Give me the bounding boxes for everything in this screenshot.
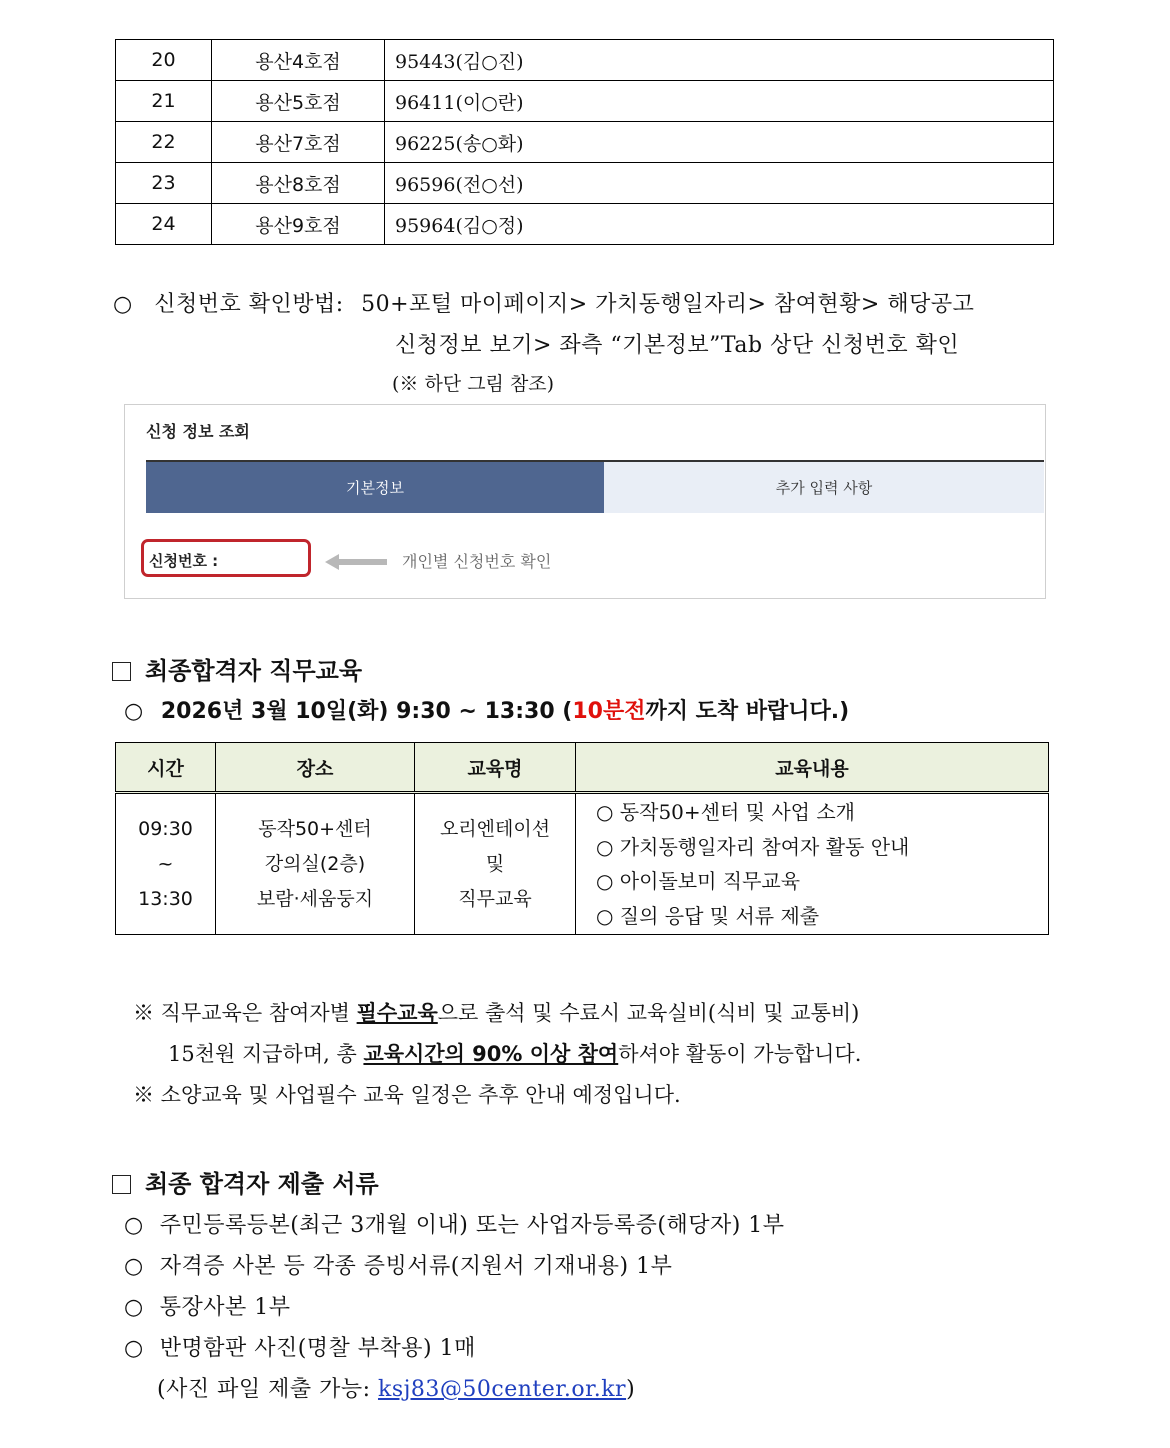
date-text-end: 까지 도착 바랍니다.) — [645, 699, 850, 724]
table-row — [116, 40, 1054, 81]
name-line: 직무교육 — [458, 887, 532, 910]
cell-time — [116, 793, 216, 935]
row-number: 21 — [116, 81, 212, 122]
info-title: 신청 정보 조회 — [146, 422, 250, 441]
doc-item-text: 주민등록등본(최근 3개월 이내) 또는 사업자등록증(해당자) 1부 — [159, 1213, 785, 1238]
apply-number-label: 신청번호 : — [149, 552, 219, 570]
check-method-path: 50+포털 마이페이지> 가치동행일자리> 참여현황> 해당공고 — [361, 292, 975, 317]
row-number: 23 — [116, 163, 212, 204]
arrow-caption: 개인별 신청번호 확인 — [402, 552, 552, 571]
apply-code: 96596(전○선) — [385, 163, 1054, 204]
apply-code: 95964(김○정) — [385, 204, 1054, 245]
note-text: 으로 출석 및 수료시 교육실비(식비 및 교통비) — [437, 1001, 860, 1025]
check-method-line2: 신청정보 보기> 좌측 “기본정보”Tab 상단 신청번호 확인 — [395, 333, 960, 358]
check-method-line1 — [113, 287, 974, 318]
bullet: ○ — [124, 1254, 144, 1279]
doc-item-text: 반명함판 사진(명찰 부착용) 1매 — [159, 1336, 476, 1361]
check-method-label: 신청번호 확인방법: — [154, 292, 344, 317]
date-text: 2026년 3월 10일(화) 9:30 ~ 13:30 ( — [160, 699, 573, 724]
store-table — [115, 39, 1054, 245]
documents-heading-text: 최종 합격자 제출 서류 — [145, 1170, 379, 1198]
table-row — [116, 204, 1054, 245]
doc-item — [124, 1249, 672, 1280]
header-time: 시간 — [116, 743, 216, 793]
checkbox-icon — [112, 662, 131, 681]
bullet: ○ — [113, 292, 133, 317]
store-name: 용산9호점 — [212, 204, 385, 245]
apply-info-screenshot — [124, 404, 1046, 599]
note2: ※ 소양교육 및 사업필수 교육 일정은 추후 안내 예정입니다. — [133, 1083, 681, 1107]
check-method-line3: (※ 하단 그림 참조) — [392, 373, 555, 395]
photo-note-end: ) — [626, 1377, 636, 1402]
time-end: 13:30 — [138, 887, 193, 910]
note1-line2 — [168, 1038, 861, 1068]
cell-place — [216, 793, 415, 935]
photo-note — [157, 1372, 635, 1403]
store-name: 용산5호점 — [212, 81, 385, 122]
note1-line1 — [133, 997, 859, 1027]
place-line: 동작50+센터 — [258, 817, 372, 840]
tab-extra-label: 추가 입력 사항 — [775, 479, 873, 497]
note-text: 하셔야 활동이 가능합니다. — [618, 1042, 862, 1066]
content-item: ○ 동작50+센터 및 사업 소개 — [596, 800, 855, 824]
row-number: 20 — [116, 40, 212, 81]
documents-heading — [112, 1164, 379, 1199]
table-row — [116, 81, 1054, 122]
store-name: 용산4호점 — [212, 40, 385, 81]
apply-code: 95443(김○진) — [385, 40, 1054, 81]
content-item: ○ 아이돌보미 직무교육 — [596, 869, 801, 893]
name-line: 및 — [485, 852, 505, 875]
training-heading-text: 최종합격자 직무교육 — [145, 657, 363, 685]
cell-name — [415, 793, 576, 935]
tab-basic-info[interactable] — [146, 462, 604, 513]
note-emphasis: 교육시간의 90% 이상 참여 — [363, 1042, 619, 1066]
date-red-text: 10분전 — [572, 699, 646, 724]
row-number: 22 — [116, 122, 212, 163]
note-text: ※ 직무교육은 참여자별 — [133, 1001, 357, 1025]
header-name: 교육명 — [415, 743, 576, 793]
place-line: 강의실(2층) — [264, 852, 366, 875]
training-heading — [112, 651, 362, 686]
apply-code: 96411(이○란) — [385, 81, 1054, 122]
bullet: ○ — [124, 1336, 144, 1361]
note-emphasis: 필수교육 — [356, 1001, 438, 1025]
content-item: ○ 질의 응답 및 서류 제출 — [596, 903, 820, 928]
row-number: 24 — [116, 204, 212, 245]
time-start: 09:30 — [138, 817, 193, 840]
doc-item — [124, 1208, 785, 1239]
apply-code: 96225(송○화) — [385, 122, 1054, 163]
bullet: ○ — [124, 699, 144, 724]
tab-bar — [146, 460, 1044, 513]
bullet: ○ — [124, 1295, 144, 1320]
table-row — [116, 122, 1054, 163]
header-content: 교육내용 — [576, 743, 1049, 793]
time-sep: ~ — [157, 852, 174, 875]
table-row — [116, 163, 1054, 204]
store-name: 용산8호점 — [212, 163, 385, 204]
content-item: ○ 가치동행일자리 참여자 활동 안내 — [596, 834, 910, 859]
doc-item-text: 통장사본 1부 — [159, 1295, 291, 1320]
bullet: ○ — [124, 1213, 144, 1238]
arrow-left-icon — [325, 553, 389, 571]
tab-extra-input[interactable] — [604, 462, 1044, 513]
name-line: 오리엔테이션 — [439, 817, 551, 840]
place-line: 보람·세움둥지 — [256, 887, 374, 910]
cell-content — [576, 793, 1049, 935]
email-link[interactable]: ksj83@50center.or.kr — [377, 1377, 627, 1402]
training-date — [124, 694, 849, 725]
photo-note-text: (사진 파일 제출 가능: — [157, 1377, 378, 1402]
header-place: 장소 — [216, 743, 415, 793]
doc-item-text: 자격증 사본 등 각종 증빙서류(지원서 기재내용) 1부 — [159, 1254, 673, 1279]
apply-number-field — [141, 539, 311, 577]
doc-item — [124, 1331, 476, 1362]
note-text: 15천원 지급하며, 총 — [168, 1042, 364, 1066]
checkbox-icon — [112, 1175, 131, 1194]
training-table — [115, 742, 1049, 935]
store-name: 용산7호점 — [212, 122, 385, 163]
doc-item — [124, 1290, 290, 1321]
tab-basic-label: 기본정보 — [346, 479, 404, 497]
